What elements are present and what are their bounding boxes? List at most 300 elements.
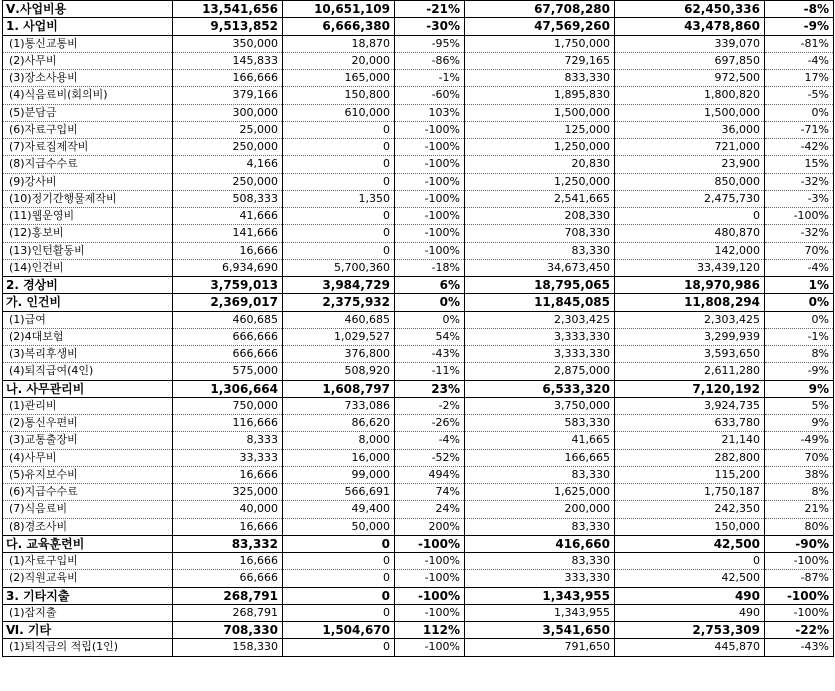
row-label: (6)지급수수료 <box>3 484 173 501</box>
row-label: (3)장소사용비 <box>3 70 173 87</box>
budget-monthly: 40,000 <box>173 501 283 518</box>
rate-monthly: -100% <box>395 139 465 156</box>
actual-cumulative: 697,850 <box>615 52 765 69</box>
rate-monthly: -100% <box>395 553 465 570</box>
rate-cumulative: -9% <box>765 363 834 380</box>
actual-monthly: 0 <box>283 570 395 587</box>
actual-cumulative: 2,475,730 <box>615 190 765 207</box>
item-row <box>3 484 834 501</box>
row-label: (2)사무비 <box>3 52 173 69</box>
rate-monthly: 112% <box>395 622 465 639</box>
item-row <box>3 139 834 156</box>
actual-cumulative: 2,753,309 <box>615 622 765 639</box>
row-label: (11)웹운영비 <box>3 208 173 225</box>
actual-cumulative: 721,000 <box>615 139 765 156</box>
rate-cumulative: -87% <box>765 570 834 587</box>
rate-cumulative: 0% <box>765 104 834 121</box>
actual-monthly: 49,400 <box>283 501 395 518</box>
budget-cumulative: 333,330 <box>465 570 615 587</box>
budget-monthly: 2,369,017 <box>173 294 283 311</box>
rate-monthly: 103% <box>395 104 465 121</box>
budget-cumulative: 83,330 <box>465 518 615 535</box>
item-row <box>3 397 834 414</box>
item-row <box>3 415 834 432</box>
budget-cumulative: 1,625,000 <box>465 484 615 501</box>
row-label: (1)급여 <box>3 311 173 328</box>
rate-cumulative: -22% <box>765 622 834 639</box>
budget-cumulative: 2,875,000 <box>465 363 615 380</box>
row-label: (3)복리후생비 <box>3 346 173 363</box>
rate-cumulative: -4% <box>765 52 834 69</box>
row-label: (8)지급수수료 <box>3 156 173 173</box>
budget-cumulative: 41,665 <box>465 432 615 449</box>
rate-cumulative: 5% <box>765 397 834 414</box>
item-row <box>3 639 834 656</box>
row-label: Ⅴ.사업비용 <box>3 1 173 18</box>
rate-cumulative: -71% <box>765 121 834 138</box>
actual-cumulative: 1,800,820 <box>615 87 765 104</box>
item-row <box>3 553 834 570</box>
row-label: 가. 인건비 <box>3 294 173 311</box>
budget-cumulative: 18,795,065 <box>465 277 615 294</box>
actual-cumulative: 0 <box>615 208 765 225</box>
row-label: (7)자료집제작비 <box>3 139 173 156</box>
row-label: 1. 사업비 <box>3 18 173 35</box>
budget-monthly: 350,000 <box>173 35 283 52</box>
section-row <box>3 294 834 311</box>
budget-monthly: 116,666 <box>173 415 283 432</box>
rate-monthly: -60% <box>395 87 465 104</box>
rate-monthly: -100% <box>395 639 465 656</box>
actual-monthly: 50,000 <box>283 518 395 535</box>
rate-cumulative: 8% <box>765 346 834 363</box>
actual-cumulative: 490 <box>615 604 765 621</box>
budget-monthly: 16,666 <box>173 553 283 570</box>
rate-cumulative: -32% <box>765 173 834 190</box>
budget-monthly: 33,333 <box>173 449 283 466</box>
budget-cumulative: 3,333,330 <box>465 346 615 363</box>
rate-cumulative: 9% <box>765 415 834 432</box>
rate-monthly: -43% <box>395 346 465 363</box>
budget-cumulative: 1,750,000 <box>465 35 615 52</box>
rate-monthly: -86% <box>395 52 465 69</box>
budget-cumulative: 125,000 <box>465 121 615 138</box>
budget-cumulative: 11,845,085 <box>465 294 615 311</box>
rate-cumulative: -43% <box>765 639 834 656</box>
rate-cumulative: 70% <box>765 242 834 259</box>
actual-monthly: 460,685 <box>283 311 395 328</box>
row-label: (14)인건비 <box>3 259 173 276</box>
actual-monthly: 0 <box>283 639 395 656</box>
budget-cumulative: 1,343,955 <box>465 587 615 604</box>
budget-cumulative: 1,343,955 <box>465 604 615 621</box>
budget-monthly: 13,541,656 <box>173 1 283 18</box>
row-label: (6)자료구입비 <box>3 121 173 138</box>
item-row <box>3 518 834 535</box>
rate-monthly: -100% <box>395 156 465 173</box>
rate-cumulative: 0% <box>765 311 834 328</box>
rate-monthly: -18% <box>395 259 465 276</box>
budget-monthly: 16,666 <box>173 242 283 259</box>
row-label: (1)관리비 <box>3 397 173 414</box>
rate-cumulative: -100% <box>765 553 834 570</box>
budget-cumulative: 583,330 <box>465 415 615 432</box>
rate-monthly: -2% <box>395 397 465 414</box>
budget-monthly: 460,685 <box>173 311 283 328</box>
actual-cumulative: 42,500 <box>615 535 765 552</box>
rate-monthly: 23% <box>395 380 465 397</box>
row-label: (7)식음료비 <box>3 501 173 518</box>
budget-monthly: 250,000 <box>173 173 283 190</box>
rate-monthly: 494% <box>395 466 465 483</box>
actual-monthly: 16,000 <box>283 449 395 466</box>
actual-monthly: 0 <box>283 535 395 552</box>
row-label: (1)자료구입비 <box>3 553 173 570</box>
rate-cumulative: -8% <box>765 1 834 18</box>
actual-cumulative: 33,439,120 <box>615 259 765 276</box>
row-label: (1)퇴직금의 적립(1인) <box>3 639 173 656</box>
budget-cumulative: 83,330 <box>465 242 615 259</box>
actual-monthly: 0 <box>283 208 395 225</box>
actual-cumulative: 2,303,425 <box>615 311 765 328</box>
section-row <box>3 380 834 397</box>
actual-monthly: 0 <box>283 173 395 190</box>
actual-monthly: 0 <box>283 225 395 242</box>
budget-monthly: 166,666 <box>173 70 283 87</box>
actual-monthly: 0 <box>283 553 395 570</box>
actual-monthly: 20,000 <box>283 52 395 69</box>
budget-monthly: 300,000 <box>173 104 283 121</box>
budget-monthly: 141,666 <box>173 225 283 242</box>
budget-cumulative: 200,000 <box>465 501 615 518</box>
rate-monthly: 0% <box>395 311 465 328</box>
budget-table <box>2 0 834 657</box>
item-row <box>3 346 834 363</box>
item-row <box>3 156 834 173</box>
budget-monthly: 1,306,664 <box>173 380 283 397</box>
actual-monthly: 86,620 <box>283 415 395 432</box>
row-label: (2)통신우편비 <box>3 415 173 432</box>
rate-monthly: -100% <box>395 535 465 552</box>
rate-cumulative: 70% <box>765 449 834 466</box>
item-row <box>3 501 834 518</box>
actual-cumulative: 142,000 <box>615 242 765 259</box>
row-label: 2. 경상비 <box>3 277 173 294</box>
budget-cumulative: 3,333,330 <box>465 328 615 345</box>
budget-table-body <box>3 1 834 657</box>
budget-cumulative: 416,660 <box>465 535 615 552</box>
actual-cumulative: 21,140 <box>615 432 765 449</box>
budget-cumulative: 791,650 <box>465 639 615 656</box>
budget-monthly: 268,791 <box>173 587 283 604</box>
budget-monthly: 66,666 <box>173 570 283 587</box>
actual-cumulative: 490 <box>615 587 765 604</box>
budget-cumulative: 34,673,450 <box>465 259 615 276</box>
actual-cumulative: 850,000 <box>615 173 765 190</box>
rate-monthly: -1% <box>395 70 465 87</box>
actual-cumulative: 1,750,187 <box>615 484 765 501</box>
actual-monthly: 8,000 <box>283 432 395 449</box>
budget-cumulative: 2,303,425 <box>465 311 615 328</box>
rate-monthly: -100% <box>395 587 465 604</box>
actual-cumulative: 3,299,939 <box>615 328 765 345</box>
budget-monthly: 3,759,013 <box>173 277 283 294</box>
rate-monthly: -100% <box>395 173 465 190</box>
item-row <box>3 311 834 328</box>
budget-cumulative: 208,330 <box>465 208 615 225</box>
actual-cumulative: 445,870 <box>615 639 765 656</box>
row-label: (4)퇴직급여(4인) <box>3 363 173 380</box>
budget-monthly: 8,333 <box>173 432 283 449</box>
actual-monthly: 150,800 <box>283 87 395 104</box>
budget-cumulative: 833,330 <box>465 70 615 87</box>
actual-cumulative: 62,450,336 <box>615 1 765 18</box>
row-label: (2)직원교육비 <box>3 570 173 587</box>
row-label: (8)경조사비 <box>3 518 173 535</box>
rate-monthly: 200% <box>395 518 465 535</box>
item-row <box>3 466 834 483</box>
budget-cumulative: 47,569,260 <box>465 18 615 35</box>
rate-monthly: 0% <box>395 294 465 311</box>
actual-cumulative: 242,350 <box>615 501 765 518</box>
row-label: (10)정기간행물제작비 <box>3 190 173 207</box>
rate-cumulative: -3% <box>765 190 834 207</box>
budget-monthly: 666,666 <box>173 328 283 345</box>
budget-monthly: 6,934,690 <box>173 259 283 276</box>
rate-cumulative: -49% <box>765 432 834 449</box>
actual-monthly: 3,984,729 <box>283 277 395 294</box>
section-row <box>3 277 834 294</box>
actual-cumulative: 36,000 <box>615 121 765 138</box>
section-row <box>3 587 834 604</box>
actual-cumulative: 1,500,000 <box>615 104 765 121</box>
row-label: (4)사무비 <box>3 449 173 466</box>
row-label: (13)인턴활동비 <box>3 242 173 259</box>
section-row <box>3 18 834 35</box>
actual-cumulative: 115,200 <box>615 466 765 483</box>
rate-monthly: 74% <box>395 484 465 501</box>
budget-monthly: 708,330 <box>173 622 283 639</box>
budget-monthly: 16,666 <box>173 466 283 483</box>
actual-cumulative: 2,611,280 <box>615 363 765 380</box>
rate-cumulative: 15% <box>765 156 834 173</box>
actual-monthly: 165,000 <box>283 70 395 87</box>
rate-monthly: 6% <box>395 277 465 294</box>
rate-monthly: -100% <box>395 604 465 621</box>
budget-monthly: 145,833 <box>173 52 283 69</box>
row-label: (5)유지보수비 <box>3 466 173 483</box>
rate-monthly: -11% <box>395 363 465 380</box>
rate-monthly: -100% <box>395 242 465 259</box>
item-row <box>3 449 834 466</box>
item-row <box>3 259 834 276</box>
rate-cumulative: -9% <box>765 18 834 35</box>
budget-cumulative: 2,541,665 <box>465 190 615 207</box>
item-row <box>3 121 834 138</box>
budget-cumulative: 1,895,830 <box>465 87 615 104</box>
budget-cumulative: 3,541,650 <box>465 622 615 639</box>
item-row <box>3 190 834 207</box>
rate-monthly: -26% <box>395 415 465 432</box>
actual-monthly: 0 <box>283 604 395 621</box>
rate-monthly: -100% <box>395 225 465 242</box>
item-row <box>3 570 834 587</box>
actual-monthly: 18,870 <box>283 35 395 52</box>
rate-monthly: 54% <box>395 328 465 345</box>
item-row <box>3 104 834 121</box>
rate-monthly: -95% <box>395 35 465 52</box>
rate-cumulative: -90% <box>765 535 834 552</box>
row-label: (1)통신교통비 <box>3 35 173 52</box>
budget-cumulative: 1,250,000 <box>465 173 615 190</box>
budget-monthly: 9,513,852 <box>173 18 283 35</box>
budget-monthly: 4,166 <box>173 156 283 173</box>
actual-cumulative: 633,780 <box>615 415 765 432</box>
section-row <box>3 535 834 552</box>
budget-monthly: 750,000 <box>173 397 283 414</box>
section-row <box>3 1 834 18</box>
item-row <box>3 208 834 225</box>
budget-cumulative: 729,165 <box>465 52 615 69</box>
row-label: 나. 사무관리비 <box>3 380 173 397</box>
rate-monthly: -30% <box>395 18 465 35</box>
budget-monthly: 250,000 <box>173 139 283 156</box>
budget-monthly: 158,330 <box>173 639 283 656</box>
budget-monthly: 666,666 <box>173 346 283 363</box>
rate-cumulative: -1% <box>765 328 834 345</box>
actual-cumulative: 23,900 <box>615 156 765 173</box>
rate-cumulative: 80% <box>765 518 834 535</box>
row-label: (2)4대보험 <box>3 328 173 345</box>
actual-monthly: 0 <box>283 139 395 156</box>
item-row <box>3 173 834 190</box>
rate-cumulative: 8% <box>765 484 834 501</box>
actual-monthly: 610,000 <box>283 104 395 121</box>
budget-monthly: 379,166 <box>173 87 283 104</box>
budget-monthly: 41,666 <box>173 208 283 225</box>
budget-cumulative: 83,330 <box>465 466 615 483</box>
rate-cumulative: 17% <box>765 70 834 87</box>
actual-monthly: 99,000 <box>283 466 395 483</box>
row-label: (5)분담금 <box>3 104 173 121</box>
actual-monthly: 6,666,380 <box>283 18 395 35</box>
item-row <box>3 242 834 259</box>
actual-monthly: 566,691 <box>283 484 395 501</box>
rate-cumulative: -42% <box>765 139 834 156</box>
actual-monthly: 2,375,932 <box>283 294 395 311</box>
row-label: (12)홍보비 <box>3 225 173 242</box>
rate-cumulative: -5% <box>765 87 834 104</box>
budget-cumulative: 166,665 <box>465 449 615 466</box>
actual-cumulative: 339,070 <box>615 35 765 52</box>
actual-monthly: 0 <box>283 242 395 259</box>
actual-monthly: 1,608,797 <box>283 380 395 397</box>
row-label: (3)교통출장비 <box>3 432 173 449</box>
actual-monthly: 1,504,670 <box>283 622 395 639</box>
rate-monthly: -52% <box>395 449 465 466</box>
budget-monthly: 508,333 <box>173 190 283 207</box>
rate-monthly: -21% <box>395 1 465 18</box>
rate-cumulative: 38% <box>765 466 834 483</box>
actual-cumulative: 7,120,192 <box>615 380 765 397</box>
rate-cumulative: -32% <box>765 225 834 242</box>
row-label: (9)강사비 <box>3 173 173 190</box>
actual-monthly: 5,700,360 <box>283 259 395 276</box>
item-row <box>3 70 834 87</box>
actual-monthly: 0 <box>283 587 395 604</box>
budget-cumulative: 1,250,000 <box>465 139 615 156</box>
budget-cumulative: 6,533,320 <box>465 380 615 397</box>
rate-monthly: 24% <box>395 501 465 518</box>
rate-monthly: -4% <box>395 432 465 449</box>
section-row <box>3 622 834 639</box>
actual-monthly: 1,029,527 <box>283 328 395 345</box>
actual-cumulative: 0 <box>615 553 765 570</box>
rate-monthly: -100% <box>395 190 465 207</box>
actual-cumulative: 3,924,735 <box>615 397 765 414</box>
actual-cumulative: 150,000 <box>615 518 765 535</box>
budget-monthly: 16,666 <box>173 518 283 535</box>
actual-cumulative: 3,593,650 <box>615 346 765 363</box>
row-label: 3. 기타지출 <box>3 587 173 604</box>
rate-cumulative: -100% <box>765 587 834 604</box>
item-row <box>3 52 834 69</box>
rate-cumulative: 1% <box>765 277 834 294</box>
rate-monthly: -100% <box>395 208 465 225</box>
actual-monthly: 10,651,109 <box>283 1 395 18</box>
budget-cumulative: 20,830 <box>465 156 615 173</box>
row-label: 다. 교육훈련비 <box>3 535 173 552</box>
actual-cumulative: 282,800 <box>615 449 765 466</box>
actual-monthly: 1,350 <box>283 190 395 207</box>
row-label: Ⅵ. 기타 <box>3 622 173 639</box>
budget-monthly: 25,000 <box>173 121 283 138</box>
rate-monthly: -100% <box>395 121 465 138</box>
budget-monthly: 268,791 <box>173 604 283 621</box>
item-row <box>3 604 834 621</box>
item-row <box>3 363 834 380</box>
budget-cumulative: 67,708,280 <box>465 1 615 18</box>
actual-cumulative: 11,808,294 <box>615 294 765 311</box>
budget-monthly: 83,332 <box>173 535 283 552</box>
budget-cumulative: 708,330 <box>465 225 615 242</box>
actual-monthly: 508,920 <box>283 363 395 380</box>
item-row <box>3 432 834 449</box>
item-row <box>3 225 834 242</box>
rate-cumulative: 0% <box>765 294 834 311</box>
budget-monthly: 575,000 <box>173 363 283 380</box>
actual-monthly: 0 <box>283 156 395 173</box>
budget-cumulative: 1,500,000 <box>465 104 615 121</box>
item-row <box>3 328 834 345</box>
actual-cumulative: 42,500 <box>615 570 765 587</box>
actual-monthly: 733,086 <box>283 397 395 414</box>
actual-cumulative: 43,478,860 <box>615 18 765 35</box>
rate-cumulative: 9% <box>765 380 834 397</box>
rate-cumulative: -4% <box>765 259 834 276</box>
budget-cumulative: 3,750,000 <box>465 397 615 414</box>
rate-cumulative: -100% <box>765 208 834 225</box>
rate-cumulative: -100% <box>765 604 834 621</box>
rate-monthly: -100% <box>395 570 465 587</box>
actual-cumulative: 972,500 <box>615 70 765 87</box>
budget-monthly: 325,000 <box>173 484 283 501</box>
item-row <box>3 35 834 52</box>
actual-cumulative: 18,970,986 <box>615 277 765 294</box>
row-label: (4)식음료비(회의비) <box>3 87 173 104</box>
actual-monthly: 0 <box>283 121 395 138</box>
actual-cumulative: 480,870 <box>615 225 765 242</box>
